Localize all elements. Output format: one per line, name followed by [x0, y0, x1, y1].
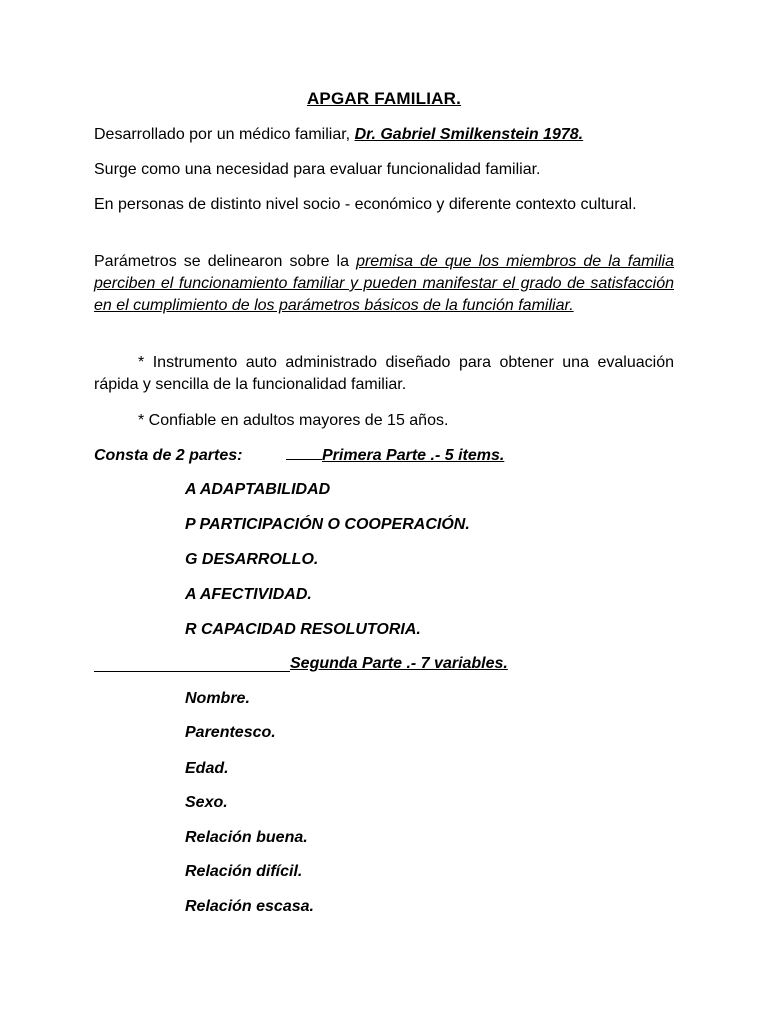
- list-item-capacidad-resolutoria: R CAPACIDAD RESOLUTORIA.: [185, 621, 421, 638]
- consta-label: Consta de 2 partes:: [94, 447, 243, 464]
- list-item-relacion-dificil: Relación difícil.: [185, 863, 303, 880]
- list-item-nombre: Nombre.: [185, 690, 250, 707]
- primera-parte-label: Primera Parte .- 5 items.: [322, 447, 505, 464]
- list-item-adaptabilidad: A ADAPTABILIDAD: [185, 481, 331, 498]
- list-item-parentesco: Parentesco.: [185, 724, 276, 741]
- paragraph-purpose: Surge como una necesidad para evaluar funcionalidad familiar.: [94, 161, 541, 178]
- origin-text: Desarrollado por un médico familiar,: [94, 126, 355, 143]
- document-title: APGAR FAMILIAR.: [306, 89, 462, 108]
- list-item-relacion-buena: Relación buena.: [185, 829, 308, 846]
- author-name: Dr. Gabriel Smilkenstein 1978.: [354, 126, 584, 143]
- list-item-participacion: P PARTICIPACIÓN O COOPERACIÓN.: [185, 516, 470, 533]
- list-item-relacion-escasa: Relación escasa.: [185, 898, 314, 915]
- primera-parte-heading: [286, 445, 504, 467]
- paragraph-parameters: [94, 251, 674, 317]
- premise-text: premisa de que los miembros de la familia perciben el funcionamiento familiar y pueden manifestar el grado de satisfacción en el cumplimiento de los parámetros básicos de la función familiar.: [94, 253, 674, 314]
- paragraph-context: En personas de distinto nivel socio - económico y diferente contexto cultural.: [94, 196, 637, 213]
- segunda-underline-blank: [94, 671, 290, 672]
- paragraph-instrument: * Instrumento auto administrado diseñado para obtener una evaluación rápida y sencilla de la funcionalidad familiar.: [94, 354, 674, 393]
- parameters-text: Parámetros se delinearon sobre la: [94, 253, 357, 270]
- paragraph-origin: [94, 124, 674, 146]
- list-item-sexo: Sexo.: [185, 794, 228, 811]
- segunda-parte-label: Segunda Parte .- 7 variables.: [290, 655, 508, 672]
- primera-underline-blank: [286, 445, 322, 460]
- list-item-edad: Edad.: [185, 760, 229, 777]
- list-item-afectividad: A AFECTIVIDAD.: [185, 586, 312, 603]
- paragraph-reliability: * Confiable en adultos mayores de 15 años.: [138, 412, 449, 429]
- list-item-desarrollo: G DESARROLLO.: [185, 551, 319, 568]
